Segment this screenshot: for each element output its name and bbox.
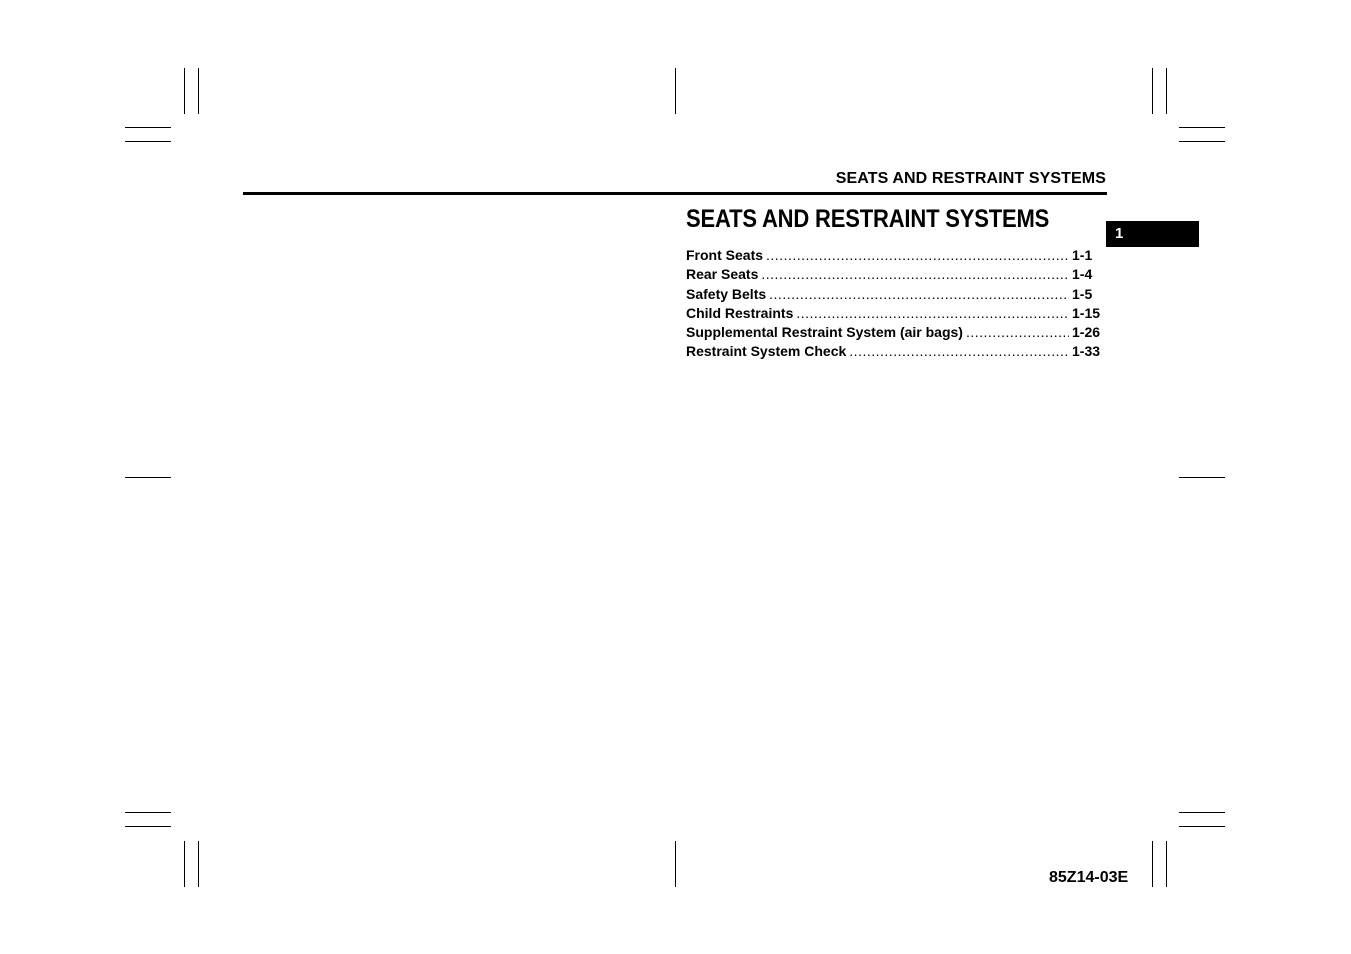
toc-entry-page: 1-15: [1072, 304, 1101, 321]
toc-entry-label: Front Seats: [686, 247, 764, 263]
toc-entry-child-restraints[interactable]: [686, 304, 1102, 323]
toc-entry-label: Supplemental Restraint System (air bags): [686, 324, 963, 341]
document-code: 85Z14-03E: [1049, 869, 1129, 886]
chapter-title: SEATS AND RESTRAINT SYSTEMS: [686, 205, 1050, 233]
crop-mark: [198, 841, 199, 887]
chapter-tab-number: 1: [1115, 225, 1124, 242]
toc-leader-dots: [761, 265, 1069, 284]
crop-mark: [1152, 68, 1153, 114]
toc-entry-label: Child Restraints: [686, 304, 794, 321]
header-rule: [243, 192, 1107, 195]
crop-mark: [125, 826, 171, 827]
toc-entry-page: 1-26: [1072, 324, 1101, 341]
toc-entry-front-seats[interactable]: [686, 246, 1102, 265]
crop-mark: [1179, 127, 1225, 128]
toc-entry-page: 1-33: [1072, 343, 1101, 360]
crop-mark: [1179, 477, 1225, 478]
toc-entry-label: Restraint System Check: [686, 343, 847, 360]
crop-mark: [125, 477, 171, 478]
toc-entry-label: Safety Belts: [686, 285, 767, 302]
toc-leader-dots: [966, 323, 1069, 342]
toc-entry-page: 1-4: [1072, 266, 1093, 283]
crop-mark: [675, 68, 676, 114]
toc-leader-dots: [766, 246, 1069, 265]
crop-mark: [198, 68, 199, 114]
crop-mark: [125, 127, 171, 128]
crop-mark: [1179, 141, 1225, 142]
toc-entry-supplemental-restraint-system[interactable]: [686, 323, 1102, 342]
crop-mark: [1179, 826, 1225, 827]
crop-mark: [125, 812, 171, 813]
crop-mark: [184, 841, 185, 887]
toc-entry-restraint-system-check[interactable]: [686, 342, 1102, 361]
toc-entry-page: 1-1: [1072, 247, 1093, 263]
crop-mark: [675, 841, 676, 887]
crop-mark: [1166, 68, 1167, 114]
toc-leader-dots: [769, 285, 1069, 304]
crop-mark: [1152, 841, 1153, 887]
table-of-contents: [686, 246, 1102, 362]
crop-mark: [1179, 812, 1225, 813]
toc-leader-dots: [796, 304, 1069, 323]
toc-leader-dots: [849, 342, 1069, 361]
crop-mark: [1166, 841, 1167, 887]
toc-entry-page: 1-5: [1072, 285, 1093, 302]
toc-entry-safety-belts[interactable]: [686, 285, 1102, 304]
chapter-tab: [1106, 221, 1199, 247]
crop-mark: [184, 68, 185, 114]
toc-entry-label: Rear Seats: [686, 266, 759, 283]
toc-entry-rear-seats[interactable]: [686, 265, 1102, 284]
crop-mark: [125, 141, 171, 142]
running-header: SEATS AND RESTRAINT SYSTEMS: [835, 170, 1106, 187]
